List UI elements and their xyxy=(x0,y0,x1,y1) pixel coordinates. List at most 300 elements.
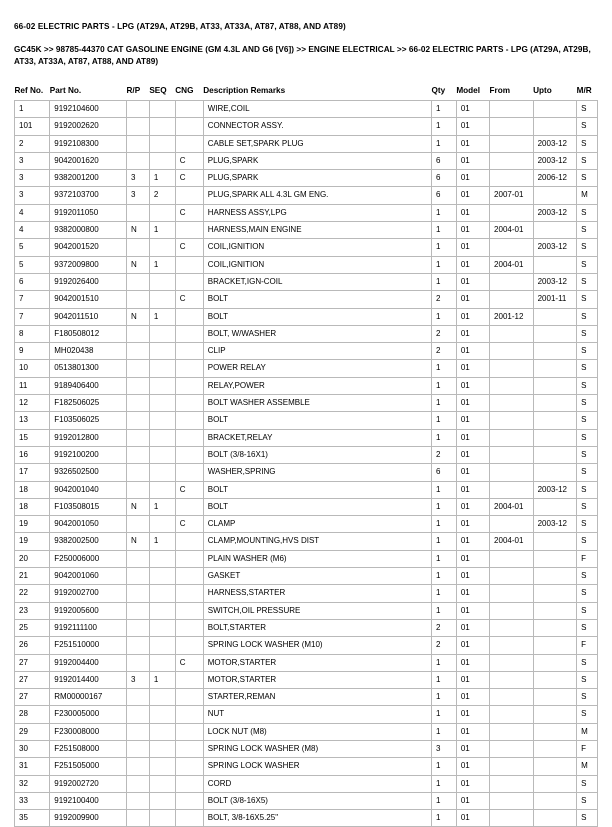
column-header-model[interactable]: Model xyxy=(456,86,481,95)
cell-upto: 2003-12 xyxy=(533,239,577,256)
cell-upto xyxy=(533,689,577,706)
cell-rp xyxy=(127,637,150,654)
cell-mr: S xyxy=(577,619,598,636)
cell-upto: 2001-11 xyxy=(533,291,577,308)
table-row[interactable] xyxy=(15,723,598,740)
cell-rp xyxy=(127,550,150,567)
cell-desc: CLAMP,MOUNTING,HVS DIST xyxy=(203,533,431,550)
cell-qty: 1 xyxy=(431,429,456,446)
cell-ref: 16 xyxy=(15,446,50,463)
cell-upto xyxy=(533,343,577,360)
cell-desc: CLIP xyxy=(203,343,431,360)
table-row[interactable] xyxy=(15,550,598,567)
cell-part: F230005000 xyxy=(50,706,127,723)
cell-seq xyxy=(149,204,175,221)
cell-upto xyxy=(533,602,577,619)
cell-part: 9192100200 xyxy=(50,446,127,463)
cell-ref: 13 xyxy=(15,412,50,429)
cell-from xyxy=(490,671,534,688)
cell-ref: 4 xyxy=(15,222,50,239)
table-row[interactable] xyxy=(15,619,598,636)
table-row[interactable] xyxy=(15,187,598,204)
cell-model: 01 xyxy=(456,118,489,135)
cell-desc: CLAMP xyxy=(203,516,431,533)
cell-desc: WASHER,SPRING xyxy=(203,464,431,481)
cell-mr: S xyxy=(577,689,598,706)
cell-seq xyxy=(149,429,175,446)
cell-from xyxy=(490,239,534,256)
cell-upto: 2003-12 xyxy=(533,135,577,152)
cell-mr: S xyxy=(577,170,598,187)
table-row[interactable] xyxy=(15,689,598,706)
cell-desc: BRACKET,RELAY xyxy=(203,429,431,446)
cell-ref: 27 xyxy=(15,654,50,671)
cell-rp xyxy=(127,239,150,256)
cell-mr: M xyxy=(577,723,598,740)
cell-rp: 3 xyxy=(127,187,150,204)
cell-qty: 1 xyxy=(431,810,456,827)
cell-cng xyxy=(175,619,203,636)
cell-model: 01 xyxy=(456,152,489,169)
table-row[interactable] xyxy=(15,118,598,135)
cell-rp: 3 xyxy=(127,170,150,187)
cell-qty: 2 xyxy=(431,291,456,308)
cell-part: 9192026400 xyxy=(50,273,127,290)
cell-rp xyxy=(127,446,150,463)
cell-qty: 1 xyxy=(431,654,456,671)
cell-part: 9042001620 xyxy=(50,152,127,169)
table-header-row xyxy=(15,86,598,101)
cell-part: 9192004400 xyxy=(50,654,127,671)
cell-mr: S xyxy=(577,429,598,446)
cell-seq: 1 xyxy=(149,308,175,325)
table-row[interactable] xyxy=(15,498,598,515)
cell-model: 01 xyxy=(456,429,489,446)
cell-seq xyxy=(149,758,175,775)
column-header-seq[interactable]: SEQ xyxy=(149,86,167,95)
cell-from xyxy=(490,758,534,775)
cell-rp xyxy=(127,516,150,533)
cell-cng xyxy=(175,533,203,550)
table-row[interactable] xyxy=(15,706,598,723)
cell-cng xyxy=(175,671,203,688)
cell-ref: 25 xyxy=(15,619,50,636)
cell-model: 01 xyxy=(456,222,489,239)
cell-from xyxy=(490,464,534,481)
cell-mr: S xyxy=(577,239,598,256)
table-row[interactable] xyxy=(15,758,598,775)
cell-cng xyxy=(175,325,203,342)
cell-from xyxy=(490,810,534,827)
cell-desc: WIRE,COIL xyxy=(203,101,431,118)
cell-rp xyxy=(127,273,150,290)
cell-seq xyxy=(149,395,175,412)
table-row[interactable] xyxy=(15,671,598,688)
cell-rp xyxy=(127,395,150,412)
cell-mr: S xyxy=(577,204,598,221)
cell-from xyxy=(490,568,534,585)
table-row[interactable] xyxy=(15,464,598,481)
cell-desc: SPRING LOCK WASHER (M8) xyxy=(203,740,431,757)
cell-qty: 1 xyxy=(431,273,456,290)
cell-rp: 3 xyxy=(127,671,150,688)
table-row[interactable] xyxy=(15,325,598,342)
cell-part: RM00000167 xyxy=(50,689,127,706)
table-row[interactable] xyxy=(15,516,598,533)
cell-qty: 1 xyxy=(431,118,456,135)
cell-cng xyxy=(175,187,203,204)
cell-cng: C xyxy=(175,204,203,221)
table-row[interactable] xyxy=(15,481,598,498)
cell-qty: 1 xyxy=(431,308,456,325)
cell-upto xyxy=(533,187,577,204)
cell-qty: 1 xyxy=(431,377,456,394)
cell-desc: BOLT (3/8-16X1) xyxy=(203,446,431,463)
cell-seq xyxy=(149,740,175,757)
table-row[interactable] xyxy=(15,256,598,273)
cell-rp xyxy=(127,602,150,619)
table-row[interactable] xyxy=(15,308,598,325)
cell-upto: 2006-12 xyxy=(533,170,577,187)
cell-ref: 32 xyxy=(15,775,50,792)
cell-mr: S xyxy=(577,135,598,152)
cell-cng: C xyxy=(175,654,203,671)
cell-upto xyxy=(533,101,577,118)
table-row[interactable] xyxy=(15,602,598,619)
cell-seq xyxy=(149,516,175,533)
cell-qty: 1 xyxy=(431,135,456,152)
cell-model: 01 xyxy=(456,585,489,602)
cell-upto: 2003-12 xyxy=(533,481,577,498)
cell-desc: BOLT xyxy=(203,291,431,308)
cell-qty: 3 xyxy=(431,740,456,757)
table-row[interactable] xyxy=(15,135,598,152)
cell-from xyxy=(490,585,534,602)
cell-part: 9192009900 xyxy=(50,810,127,827)
cell-from xyxy=(490,775,534,792)
cell-from xyxy=(490,619,534,636)
cell-part: 9192011050 xyxy=(50,204,127,221)
cell-from: 2007-01 xyxy=(490,187,534,204)
cell-seq xyxy=(149,550,175,567)
cell-ref: 3 xyxy=(15,187,50,204)
cell-ref: 5 xyxy=(15,239,50,256)
cell-upto xyxy=(533,429,577,446)
cell-cng xyxy=(175,360,203,377)
cell-mr: S xyxy=(577,360,598,377)
cell-qty: 2 xyxy=(431,325,456,342)
column-header-ref[interactable]: Ref No. xyxy=(14,86,44,95)
cell-mr: S xyxy=(577,101,598,118)
cell-upto xyxy=(533,498,577,515)
cell-desc: MOTOR,STARTER xyxy=(203,671,431,688)
cell-qty: 1 xyxy=(431,516,456,533)
cell-cng xyxy=(175,706,203,723)
cell-model: 01 xyxy=(456,101,489,118)
cell-seq xyxy=(149,412,175,429)
cell-from xyxy=(490,325,534,342)
cell-seq: 1 xyxy=(149,498,175,515)
cell-upto xyxy=(533,723,577,740)
cell-from xyxy=(490,204,534,221)
cell-ref: 12 xyxy=(15,395,50,412)
column-header-upto[interactable]: Upto xyxy=(533,86,552,95)
cell-rp xyxy=(127,118,150,135)
cell-seq xyxy=(149,273,175,290)
cell-model: 01 xyxy=(456,187,489,204)
table-row[interactable] xyxy=(15,810,598,827)
cell-rp xyxy=(127,568,150,585)
cell-upto xyxy=(533,377,577,394)
cell-model: 01 xyxy=(456,498,489,515)
cell-part: F251505000 xyxy=(50,758,127,775)
cell-ref: 8 xyxy=(15,325,50,342)
cell-from xyxy=(490,602,534,619)
cell-mr: S xyxy=(577,481,598,498)
table-row[interactable] xyxy=(15,377,598,394)
cell-seq xyxy=(149,568,175,585)
cell-cng xyxy=(175,775,203,792)
cell-ref: 5 xyxy=(15,256,50,273)
table-row[interactable] xyxy=(15,239,598,256)
cell-upto xyxy=(533,568,577,585)
column-header-mr[interactable]: M/R xyxy=(576,86,592,95)
column-header-cng[interactable]: CNG xyxy=(175,86,194,95)
cell-from xyxy=(490,152,534,169)
table-row[interactable] xyxy=(15,775,598,792)
table-row[interactable] xyxy=(15,204,598,221)
cell-rp xyxy=(127,775,150,792)
cell-seq xyxy=(149,118,175,135)
table-row[interactable] xyxy=(15,170,598,187)
cell-model: 01 xyxy=(456,654,489,671)
table-row[interactable] xyxy=(15,222,598,239)
cell-ref: 20 xyxy=(15,550,50,567)
cell-seq: 1 xyxy=(149,533,175,550)
cell-qty: 1 xyxy=(431,585,456,602)
cell-mr: S xyxy=(577,602,598,619)
cell-qty: 1 xyxy=(431,256,456,273)
cell-part: F103506025 xyxy=(50,412,127,429)
cell-desc: SPRING LOCK WASHER (M10) xyxy=(203,637,431,654)
cell-from xyxy=(490,273,534,290)
column-header-from[interactable]: From xyxy=(489,86,511,95)
cell-ref: 21 xyxy=(15,568,50,585)
table-row[interactable] xyxy=(15,792,598,809)
cell-part: 9372009800 xyxy=(50,256,127,273)
cell-part: 9042001520 xyxy=(50,239,127,256)
cell-ref: 30 xyxy=(15,740,50,757)
cell-qty: 6 xyxy=(431,464,456,481)
cell-mr: S xyxy=(577,395,598,412)
cell-desc: CABLE SET,SPARK PLUG xyxy=(203,135,431,152)
cell-from xyxy=(490,343,534,360)
parts-table-header xyxy=(15,86,598,101)
column-header-qty[interactable]: Qty xyxy=(431,86,446,95)
cell-from: 2004-01 xyxy=(490,498,534,515)
cell-part: F251510000 xyxy=(50,637,127,654)
cell-model: 01 xyxy=(456,273,489,290)
cell-ref: 19 xyxy=(15,533,50,550)
cell-model: 01 xyxy=(456,256,489,273)
cell-ref: 19 xyxy=(15,516,50,533)
table-row[interactable] xyxy=(15,585,598,602)
cell-from xyxy=(490,412,534,429)
cell-model: 01 xyxy=(456,516,489,533)
cell-rp xyxy=(127,291,150,308)
cell-desc: PLAIN WASHER (M6) xyxy=(203,550,431,567)
cell-qty: 1 xyxy=(431,204,456,221)
cell-seq xyxy=(149,637,175,654)
cell-rp xyxy=(127,152,150,169)
cell-part: 9372103700 xyxy=(50,187,127,204)
cell-model: 01 xyxy=(456,239,489,256)
cell-cng xyxy=(175,758,203,775)
cell-part: 9382000800 xyxy=(50,222,127,239)
table-row[interactable] xyxy=(15,654,598,671)
cell-from xyxy=(490,723,534,740)
cell-ref: 10 xyxy=(15,360,50,377)
parts-table-body xyxy=(15,101,598,827)
table-row[interactable] xyxy=(15,533,598,550)
column-header-desc[interactable]: Description Remarks xyxy=(203,86,286,95)
cell-desc: BOLT, 3/8-16X5.25" xyxy=(203,810,431,827)
table-row[interactable] xyxy=(15,395,598,412)
table-row[interactable] xyxy=(15,446,598,463)
cell-model: 01 xyxy=(456,170,489,187)
cell-ref: 35 xyxy=(15,810,50,827)
cell-seq xyxy=(149,723,175,740)
cell-cng xyxy=(175,377,203,394)
cell-upto: 2003-12 xyxy=(533,204,577,221)
cell-qty: 1 xyxy=(431,550,456,567)
cell-cng xyxy=(175,602,203,619)
cell-seq xyxy=(149,585,175,602)
cell-ref: 31 xyxy=(15,758,50,775)
cell-seq xyxy=(149,446,175,463)
table-row[interactable] xyxy=(15,101,598,118)
cell-upto xyxy=(533,758,577,775)
table-row[interactable] xyxy=(15,343,598,360)
cell-upto: 2003-12 xyxy=(533,273,577,290)
cell-from xyxy=(490,135,534,152)
cell-ref: 15 xyxy=(15,429,50,446)
cell-part: 9189406400 xyxy=(50,377,127,394)
cell-seq xyxy=(149,619,175,636)
cell-mr: S xyxy=(577,464,598,481)
cell-rp xyxy=(127,619,150,636)
cell-cng xyxy=(175,637,203,654)
cell-cng xyxy=(175,395,203,412)
cell-from: 2004-01 xyxy=(490,222,534,239)
cell-qty: 2 xyxy=(431,343,456,360)
cell-upto xyxy=(533,740,577,757)
cell-from xyxy=(490,118,534,135)
cell-from xyxy=(490,689,534,706)
cell-desc: BOLT xyxy=(203,481,431,498)
cell-seq xyxy=(149,325,175,342)
cell-ref: 6 xyxy=(15,273,50,290)
cell-from xyxy=(490,170,534,187)
table-row[interactable] xyxy=(15,360,598,377)
cell-cng xyxy=(175,118,203,135)
cell-upto xyxy=(533,706,577,723)
cell-mr: S xyxy=(577,325,598,342)
cell-cng: C xyxy=(175,516,203,533)
table-row[interactable] xyxy=(15,429,598,446)
cell-rp xyxy=(127,135,150,152)
column-header-rp[interactable]: R/P xyxy=(126,86,141,95)
table-row[interactable] xyxy=(15,740,598,757)
cell-mr: S xyxy=(577,654,598,671)
cell-rp xyxy=(127,792,150,809)
cell-model: 01 xyxy=(456,308,489,325)
cell-upto xyxy=(533,619,577,636)
cell-desc: BOLT xyxy=(203,308,431,325)
cell-cng xyxy=(175,273,203,290)
cell-upto xyxy=(533,412,577,429)
table-row[interactable] xyxy=(15,273,598,290)
cell-ref: 7 xyxy=(15,308,50,325)
cell-desc: RELAY,POWER xyxy=(203,377,431,394)
cell-rp: N xyxy=(127,533,150,550)
cell-qty: 1 xyxy=(431,723,456,740)
table-row[interactable] xyxy=(15,152,598,169)
cell-desc: CONNECTOR ASSY. xyxy=(203,118,431,135)
table-row[interactable] xyxy=(15,291,598,308)
cell-part: 9042001040 xyxy=(50,481,127,498)
table-row[interactable] xyxy=(15,637,598,654)
cell-cng: C xyxy=(175,152,203,169)
cell-rp: N xyxy=(127,308,150,325)
cell-seq xyxy=(149,377,175,394)
cell-upto xyxy=(533,533,577,550)
cell-rp xyxy=(127,343,150,360)
cell-ref: 33 xyxy=(15,792,50,809)
cell-seq: 1 xyxy=(149,170,175,187)
cell-desc: GASKET xyxy=(203,568,431,585)
cell-desc: BOLT, W/WASHER xyxy=(203,325,431,342)
cell-qty: 1 xyxy=(431,671,456,688)
cell-from: 2001-12 xyxy=(490,308,534,325)
cell-from xyxy=(490,395,534,412)
cell-desc: PLUG,SPARK xyxy=(203,152,431,169)
cell-qty: 1 xyxy=(431,689,456,706)
cell-from xyxy=(490,740,534,757)
column-header-part[interactable]: Part No. xyxy=(49,86,82,95)
table-row[interactable] xyxy=(15,568,598,585)
cell-cng xyxy=(175,810,203,827)
cell-upto xyxy=(533,360,577,377)
cell-from xyxy=(490,637,534,654)
cell-model: 01 xyxy=(456,412,489,429)
cell-ref: 4 xyxy=(15,204,50,221)
cell-model: 01 xyxy=(456,291,489,308)
cell-upto: 2003-12 xyxy=(533,152,577,169)
cell-part: 9042001050 xyxy=(50,516,127,533)
table-row[interactable] xyxy=(15,412,598,429)
cell-rp xyxy=(127,723,150,740)
cell-part: 9192014400 xyxy=(50,671,127,688)
cell-model: 01 xyxy=(456,706,489,723)
cell-mr: S xyxy=(577,706,598,723)
cell-seq xyxy=(149,360,175,377)
cell-upto xyxy=(533,222,577,239)
cell-cng xyxy=(175,689,203,706)
cell-model: 01 xyxy=(456,377,489,394)
cell-desc: NUT xyxy=(203,706,431,723)
cell-rp xyxy=(127,585,150,602)
